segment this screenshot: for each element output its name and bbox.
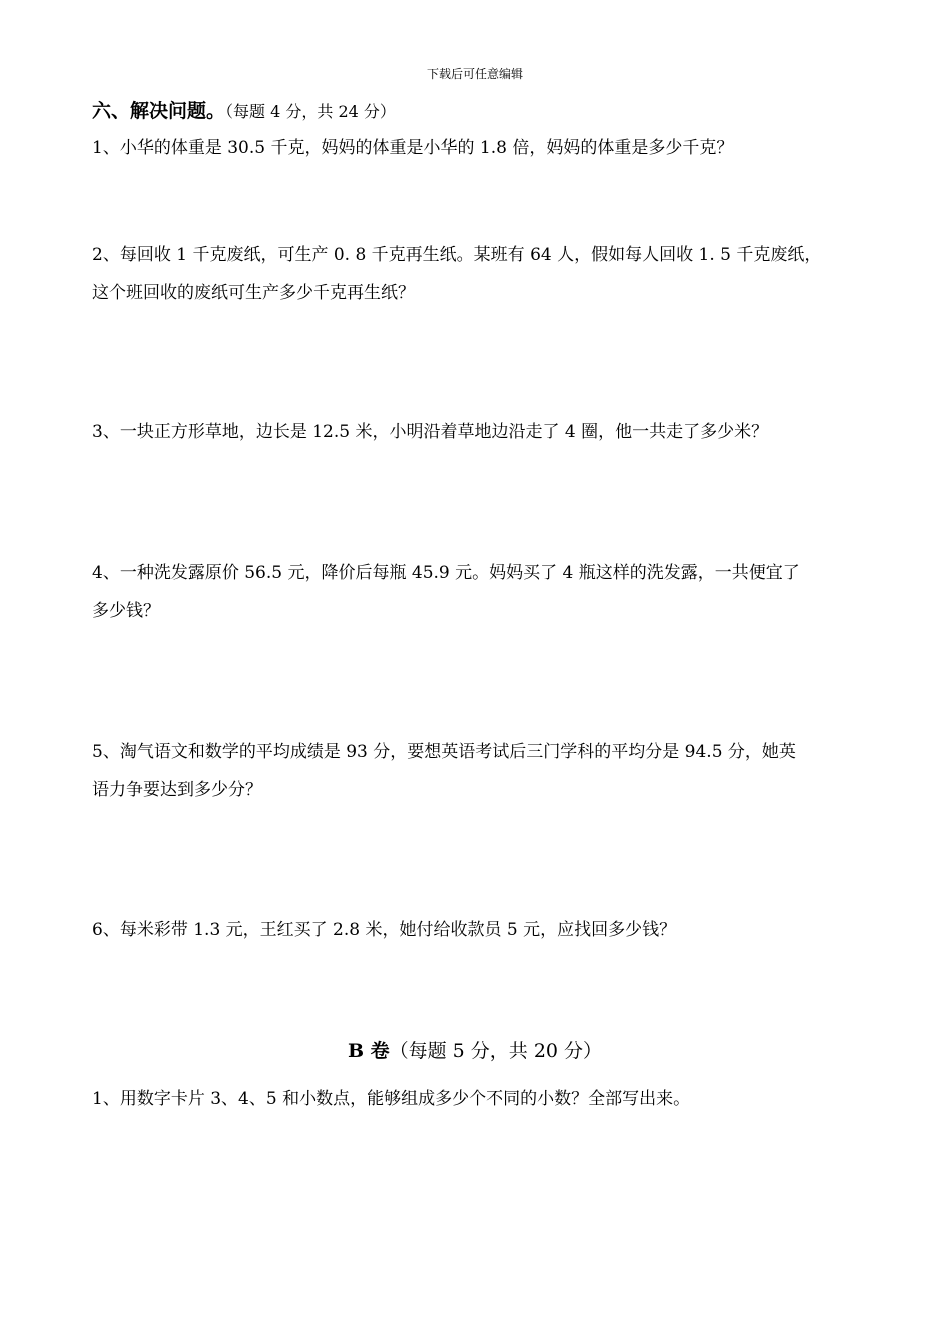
question-6-5: [92, 733, 882, 809]
question-6-3: [92, 413, 882, 451]
question-line: 4、一种洗发露原价 56.5 元，降价后每瓶 45.9 元。妈妈买了 4 瓶这样的洗发露，一共便宜了: [92, 563, 800, 583]
header-note: 下载后可任意编辑: [426, 67, 523, 81]
section-six-title: 六、解决问题。: [92, 100, 226, 122]
question-line: 这个班回收的废纸可生产多少千克再生纸？: [92, 283, 415, 303]
question-line: 1、小华的体重是 30.5 千克，妈妈的体重是小华的 1.8 倍，妈妈的体重是多少千克？: [92, 138, 734, 158]
section-b-score: （每题 5 分，共 20 分）: [389, 1040, 603, 1062]
question-line: 2、每回收 1 千克废纸，可生产 0. 8 千克再生纸。某班有 64 人，假如每人回收 1. 5 千克废纸，: [92, 245, 822, 265]
section-b-heading: [0, 1036, 950, 1066]
question-6-4: [92, 554, 882, 630]
question-line: 1、用数字卡片 3、4、5 和小数点，能够组成多少个不同的小数？全部写出来。: [92, 1089, 691, 1109]
section-six-score: （每题 4 分，共 24 分）: [225, 102, 396, 121]
section-b-title: B 卷: [347, 1040, 390, 1062]
question-6-2: [92, 236, 882, 312]
question-b-1: [92, 1080, 882, 1118]
question-line: 5、淘气语文和数学的平均成绩是 93 分，要想英语考试后三门学科的平均分是 94.5 分，她英: [92, 742, 796, 762]
question-line: 6、每米彩带 1.3 元，王红买了 2.8 米，她付给收款员 5 元，应找回多少钱？: [92, 920, 677, 940]
question-6-6: [92, 911, 882, 949]
question-line: 3、一块正方形草地，边长是 12.5 米，小明沿着草地边沿走了 4 圈，他一共走了多少米？: [92, 422, 769, 442]
question-line: 语力争要达到多少分？: [92, 780, 262, 800]
question-6-1: [92, 129, 882, 167]
question-line: 多少钱？: [92, 601, 160, 621]
section-six-heading: [92, 98, 396, 125]
